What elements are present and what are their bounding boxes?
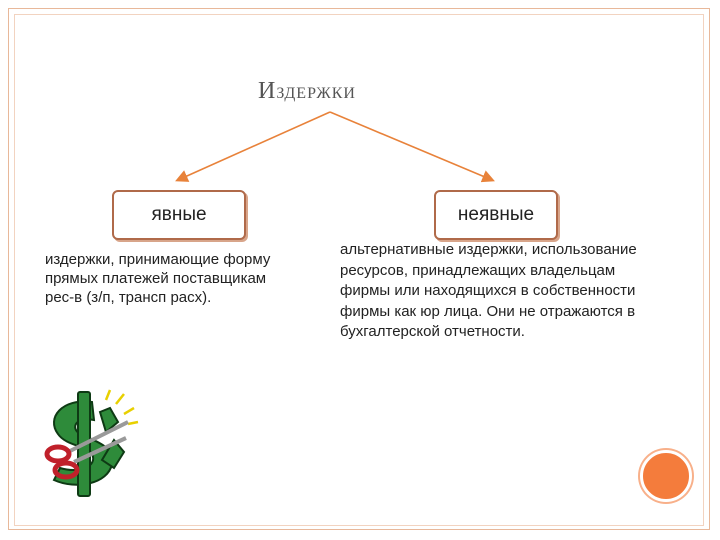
implicit-costs-description: альтернативные издержки, использование ресурсов, принадлежащих владельцам фирмы или находящихся в собственности фирмы как юр лица. Они не отражаются в бухгалтерской отчетности.: [340, 241, 637, 340]
explicit-costs-box: [112, 190, 246, 240]
explicit-costs-description: издержки, принимающие форму прямых платежей поставщикам рес-в (з/п, трансп расх).: [45, 251, 271, 306]
arrow-left: [178, 112, 330, 180]
title-first-letter: И: [258, 78, 277, 104]
implicit-costs-box: [434, 190, 558, 240]
decorative-circle-icon: [640, 450, 692, 502]
arrow-right: [330, 112, 492, 180]
implicit-costs-label: неявные: [457, 204, 535, 225]
title-rest: ЗДЕРЖКИ: [276, 85, 356, 102]
explicit-costs-label: явные: [151, 204, 207, 225]
dollar-scissors-clipart-icon: [40, 388, 155, 503]
